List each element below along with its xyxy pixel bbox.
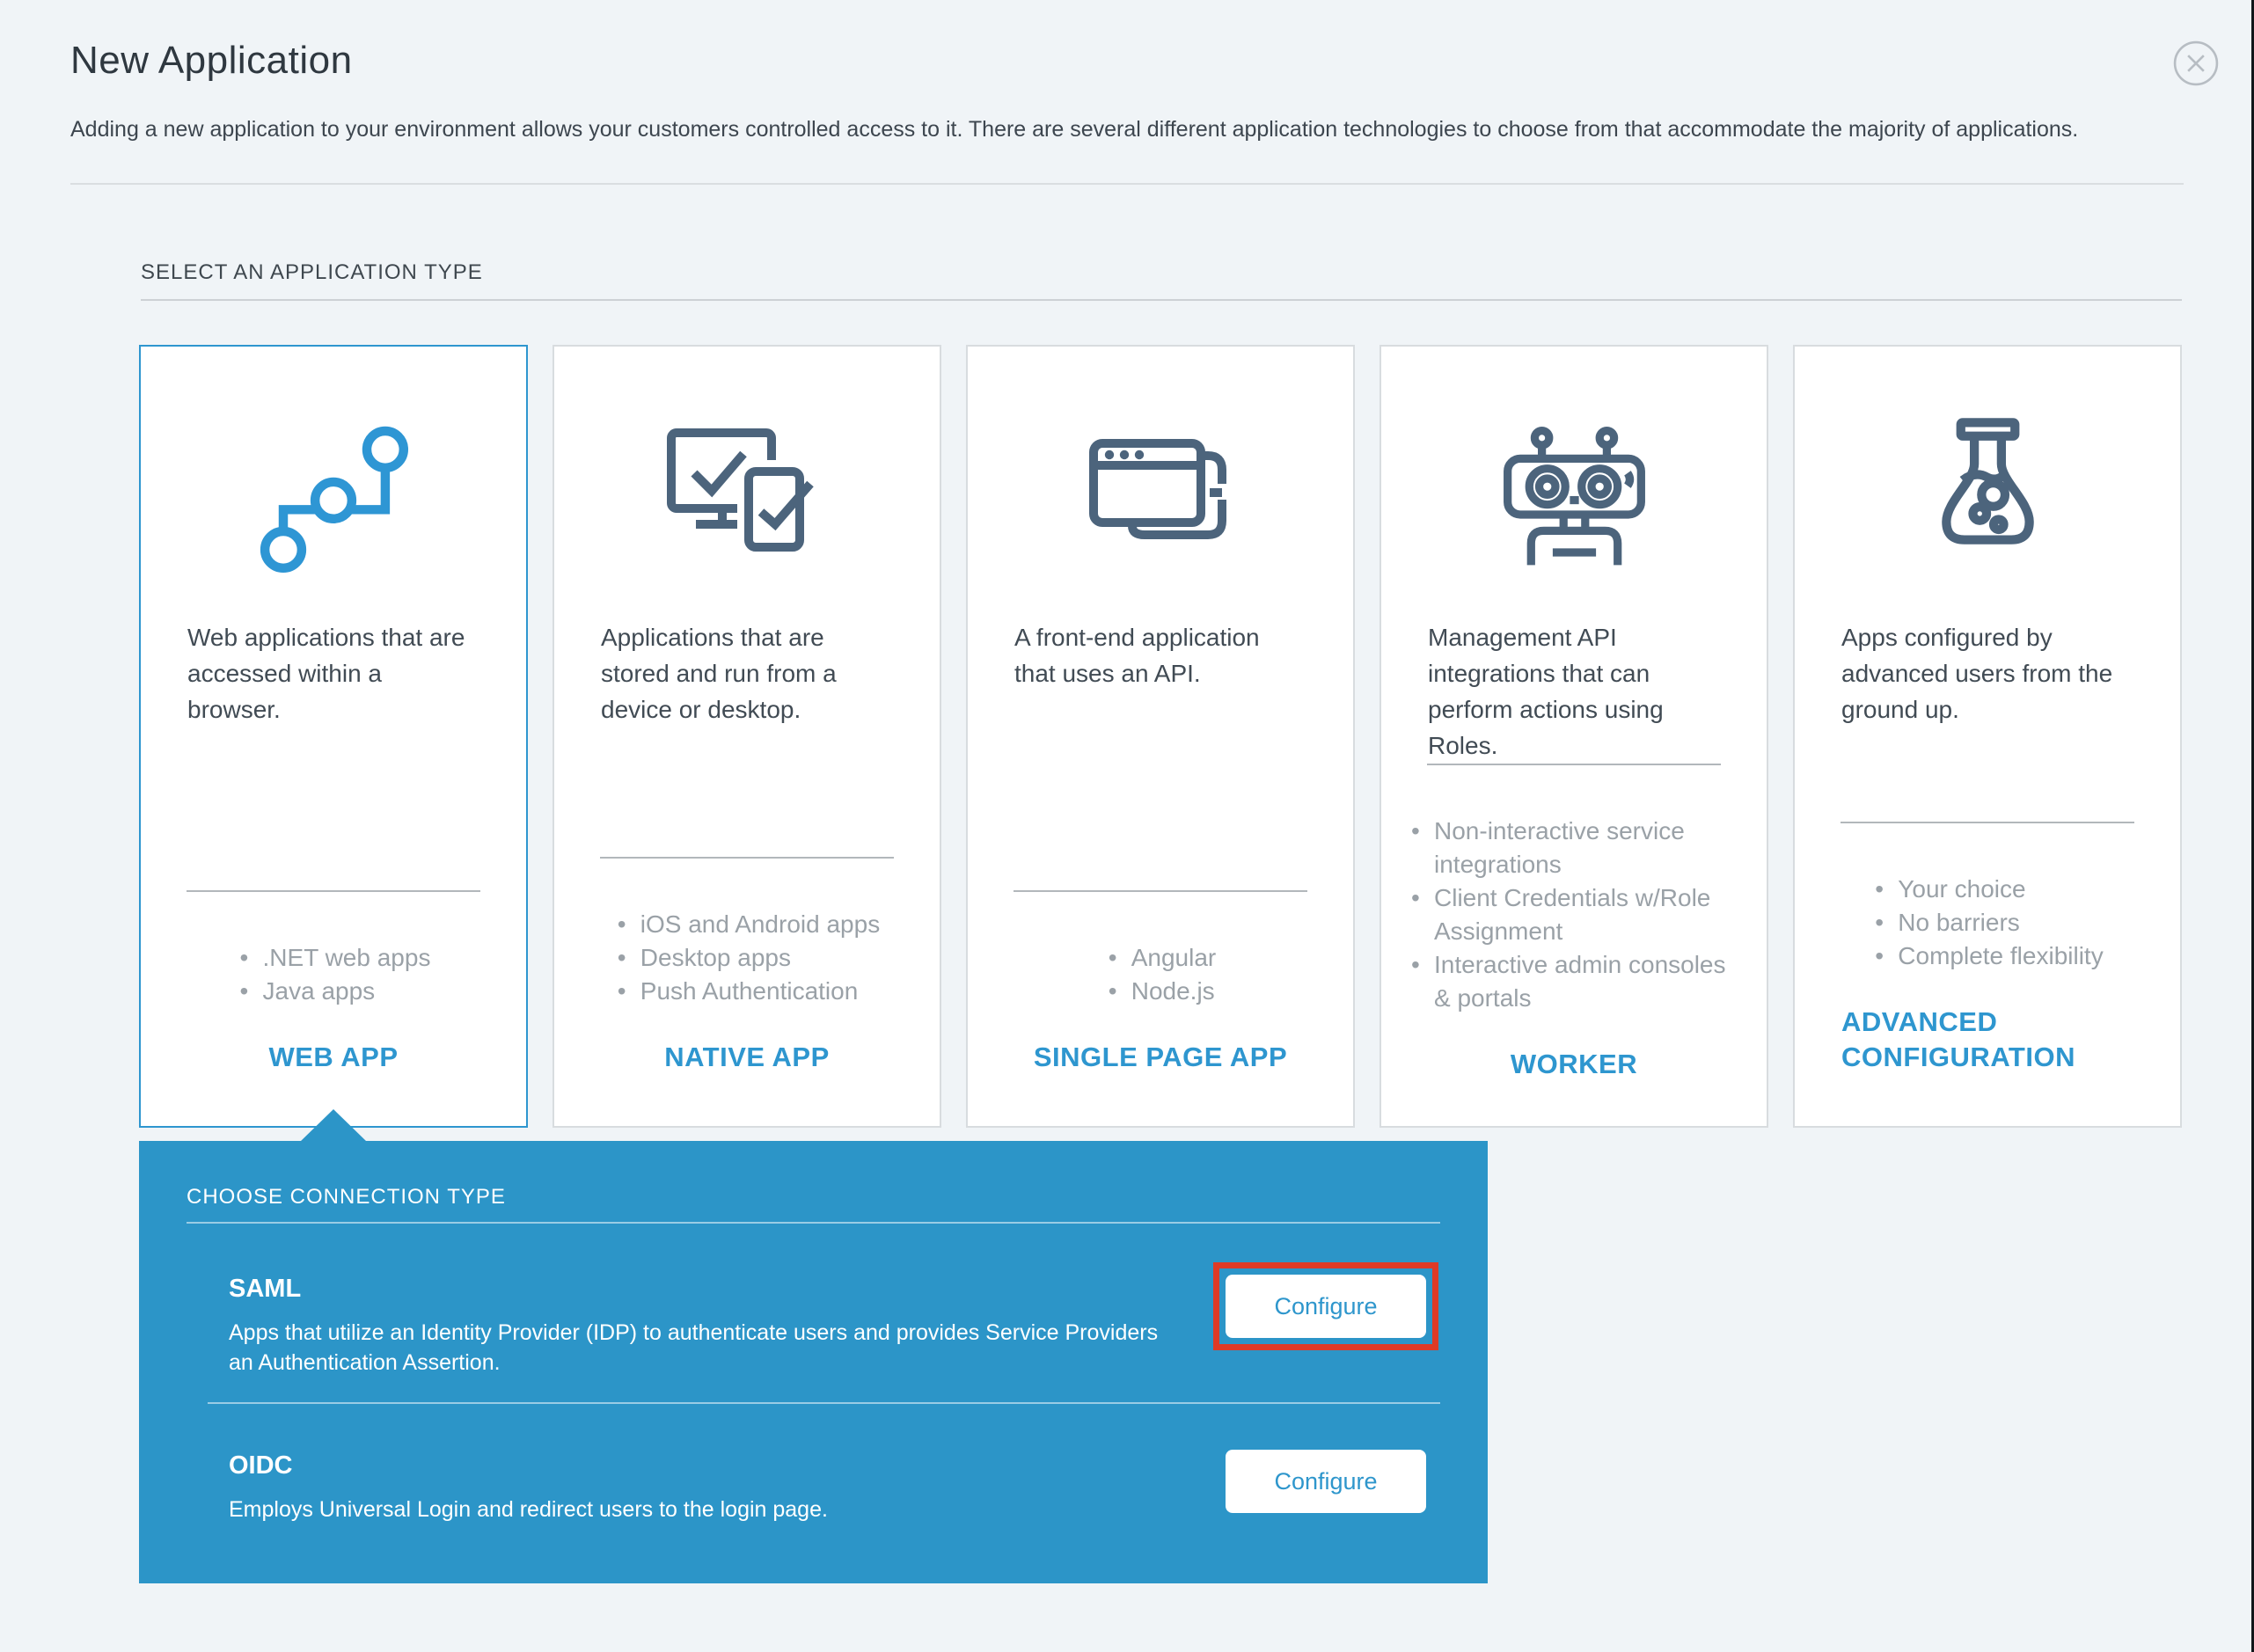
section-header: SELECT AN APPLICATION TYPE (141, 260, 483, 284)
bullet-item: • iOS and Android apps (614, 908, 880, 941)
dialog-header (0, 0, 2254, 144)
card-title: ADVANCED CONFIGURATION (1841, 1006, 2075, 1072)
card-divider (187, 890, 480, 892)
devices-check-icon (554, 401, 940, 595)
card-description: Applications that are stored and run from a device or desktop. (601, 624, 837, 723)
card-title: NATIVE APP (664, 1042, 830, 1072)
bullet-item: • Client Credentials w/Role Assignment (1408, 881, 1744, 948)
flask-icon (1795, 401, 2180, 595)
option-description: Employs Universal Login and redirect users to the login page. (229, 1497, 828, 1522)
bullet-item: • Desktop apps (614, 941, 880, 975)
bullet-item: • Interactive admin consoles & portals (1408, 948, 1744, 1015)
header-divider (70, 183, 2184, 185)
card-divider (1427, 764, 1721, 765)
saml-configure-button[interactable]: Configure (1226, 1275, 1426, 1338)
connection-option-saml (187, 1224, 1440, 1378)
card-title: WORKER (1510, 1049, 1638, 1079)
bullet-item: • .NET web apps (237, 941, 431, 975)
option-description: Apps that utilize an Identity Provider (IDP) to authenticate users and provides Service Providers an Authentication Assertion. (229, 1320, 1159, 1375)
browser-windows-icon (968, 401, 1353, 595)
nodes-icon (141, 401, 526, 595)
panel-header: CHOOSE CONNECTION TYPE (187, 1185, 506, 1209)
card-advanced-configuration[interactable] (1793, 345, 2182, 1128)
page-description: Adding a new application to your environment allows your customers controlled access to it. There are several different application technologies to choose from that accommodate the majority of applications. (70, 117, 2079, 142)
bullet-item: • Angular (1105, 941, 1217, 975)
card-description: Management API integrations that can perform actions using Roles. (1428, 624, 1664, 759)
connection-type-panel (139, 1141, 1488, 1583)
card-bullets (614, 908, 880, 1008)
oidc-configure-button[interactable]: Configure (1226, 1450, 1426, 1513)
highlight-box (1213, 1262, 1438, 1350)
card-title: SINGLE PAGE APP (1033, 1042, 1288, 1072)
close-icon[interactable] (2173, 40, 2219, 86)
card-divider (1841, 822, 2134, 823)
bullet-item: • Your choice (1871, 873, 2103, 906)
bullet-item: • Java apps (237, 975, 431, 1008)
card-single-page-app[interactable] (966, 345, 1355, 1128)
robot-icon (1381, 401, 1767, 595)
section-underline (141, 299, 2182, 301)
panel-notch-arrow (300, 1109, 367, 1142)
bullet-item: • Complete flexibility (1871, 939, 2103, 973)
card-web-app[interactable] (139, 345, 528, 1128)
bullet-item: • Node.js (1105, 975, 1217, 1008)
card-description: Apps configured by advanced users from the ground up. (1841, 624, 2113, 723)
card-bullets (1105, 941, 1217, 1008)
page-title: New Application (70, 39, 353, 82)
option-name: OIDC (229, 1451, 293, 1480)
card-title: WEB APP (268, 1042, 399, 1072)
card-worker[interactable] (1379, 345, 1768, 1128)
bullet-item: • No barriers (1871, 906, 2103, 939)
card-bullets (1871, 873, 2103, 973)
card-bullets (237, 941, 431, 1008)
card-divider (1014, 890, 1307, 892)
card-native-app[interactable] (553, 345, 941, 1128)
bullet-item: • Push Authentication (614, 975, 880, 1008)
card-divider (600, 857, 894, 859)
card-bullets (1408, 815, 1744, 1015)
bullet-item: • Non-interactive service integrations (1408, 815, 1744, 881)
card-description: Web applications that are accessed within a browser. (187, 624, 465, 723)
application-type-cards (139, 345, 2182, 1128)
connection-option-oidc (187, 1404, 1440, 1524)
option-name: SAML (229, 1275, 302, 1303)
card-description: A front-end application that uses an API. (1014, 624, 1260, 687)
